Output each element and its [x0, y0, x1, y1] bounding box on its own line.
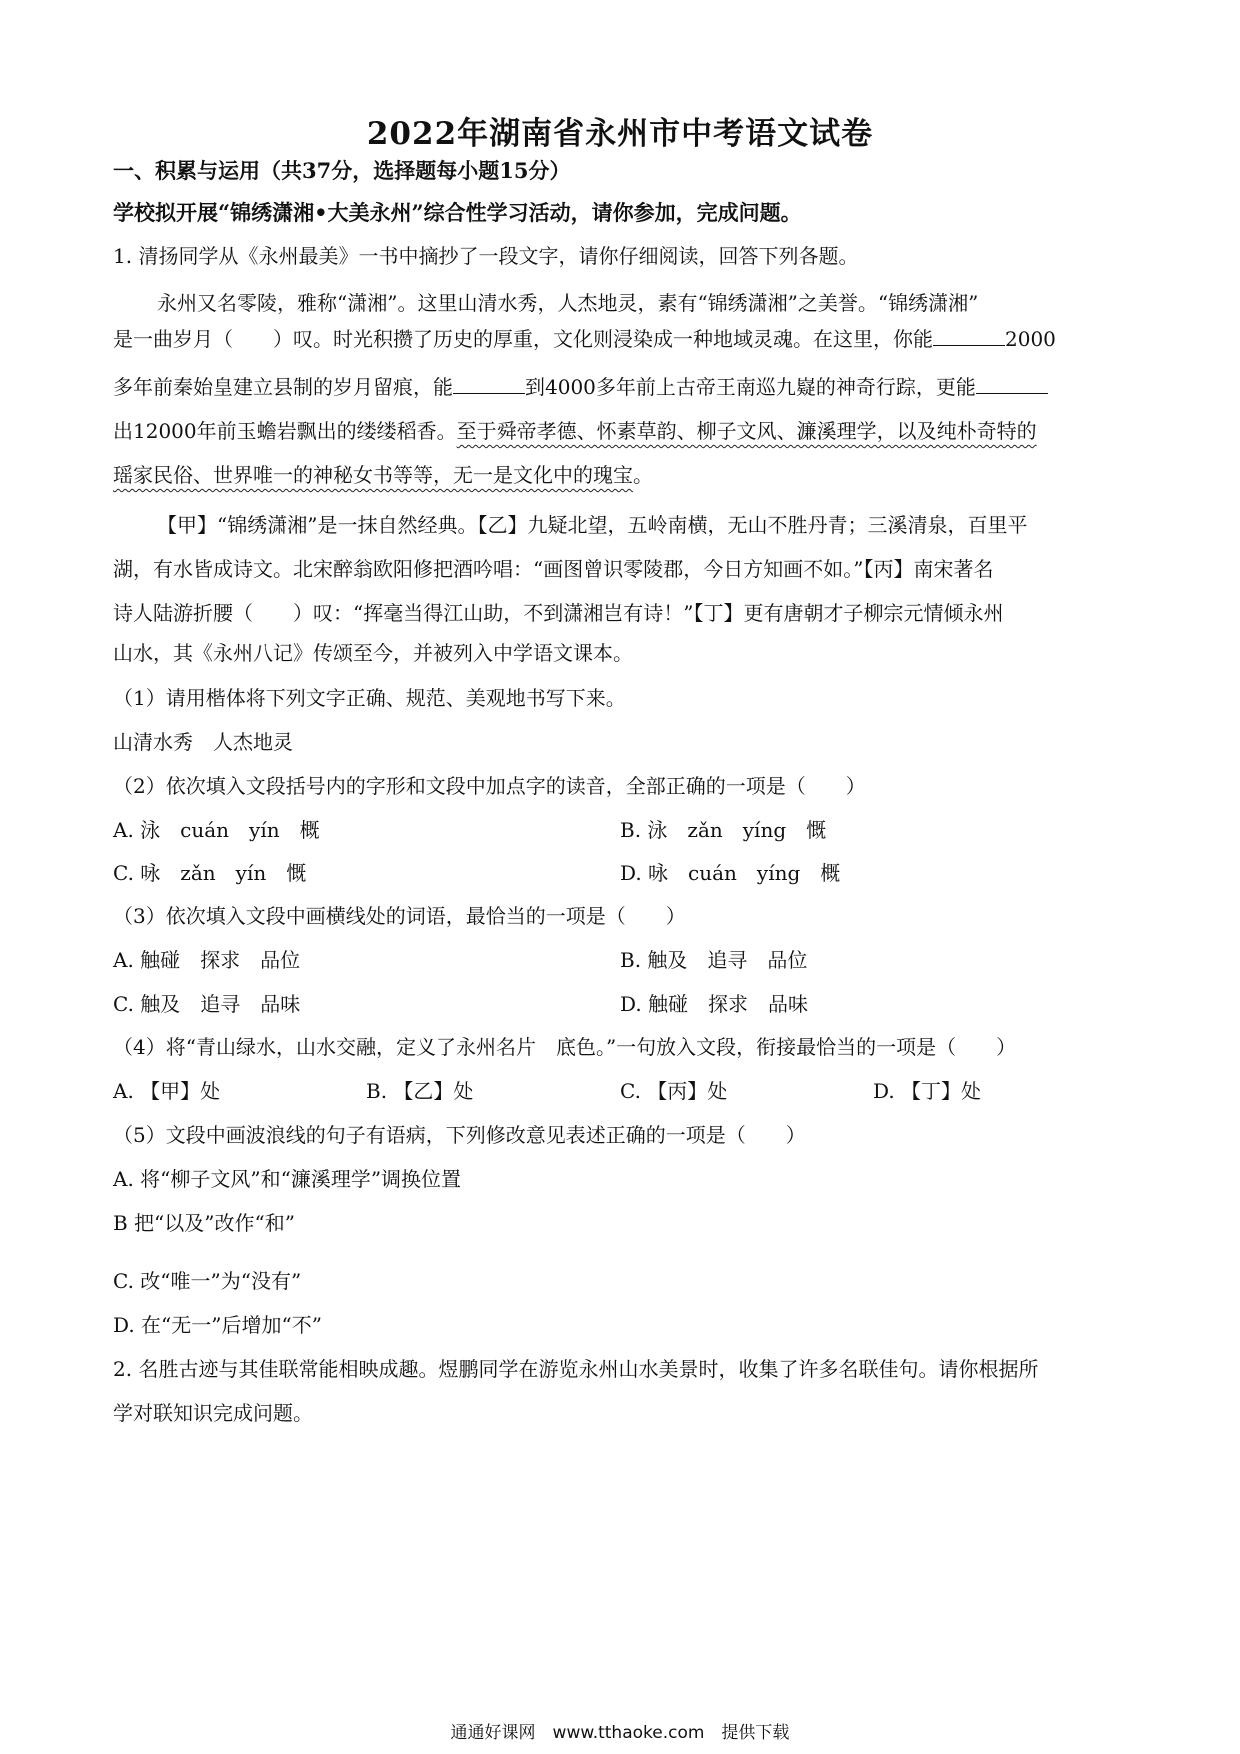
option-3c: C. 触及 追寻 品味 — [113, 992, 301, 1016]
sub-question-1: （1）请用楷体将下列文字正确、规范、美观地书写下来。 — [113, 686, 626, 710]
option-4a: A. 【甲】处 — [113, 1079, 221, 1103]
option-3a: A. 触碰 探求 品位 — [113, 948, 301, 972]
passage-line-2-tail: 2000 — [1005, 327, 1056, 351]
option-5d: D. 在“无一”后增加“不” — [113, 1313, 322, 1337]
passage-line-3 — [113, 373, 1048, 400]
passage-line-5 — [113, 462, 653, 488]
section-heading: 一、积累与运用（共37分，选择题每小题15分） — [113, 158, 571, 183]
option-4c: C. 【丙】处 — [620, 1079, 728, 1103]
option-4b: B. 【乙】处 — [366, 1079, 474, 1103]
option-2d: D. 咏 cuán yíng 概 — [620, 861, 841, 885]
copy-text: 山清水秀 人杰地灵 — [113, 730, 293, 754]
option-2c: C. 咏 zǎn yín 慨 — [113, 861, 307, 885]
fill-blank-2 — [453, 373, 525, 394]
sub-question-2: （2）依次填入文段括号内的字形和文段中加点字的读音，全部正确的一项是（ ） — [113, 774, 866, 798]
option-2a: A. 泳 cuán yín 概 — [113, 818, 320, 842]
question-2-line-2: 学对联知识完成问题。 — [113, 1401, 313, 1425]
option-5c: C. 改“唯一”为“没有” — [113, 1269, 302, 1293]
fill-blank-1 — [933, 325, 1005, 346]
option-5b: B 把“以及”改作“和” — [113, 1211, 295, 1235]
fill-blank-3 — [976, 373, 1048, 394]
option-5a: A. 将“柳子文风”和“濂溪理学”调换位置 — [113, 1167, 462, 1191]
option-4d: D. 【丁】处 — [873, 1079, 982, 1103]
question-1-stem: 1. 清扬同学从《永州最美》一书中摘抄了一段文字，请你仔细阅读，回答下列各题。 — [113, 244, 859, 268]
page-title: 2022年湖南省永州市中考语文试卷 — [366, 116, 874, 152]
question-2-line-1: 2. 名胜古迹与其佳联常能相映成趣。煜鹏同学在游览永州山水美景时，收集了许多名联佳句。请你根据所 — [113, 1357, 1039, 1381]
passage-line-3-tail: 到4000多年前上古帝王南巡九嶷的神奇行踪，更能 — [525, 375, 976, 399]
sub-question-4: （4）将“青山绿水，山水交融，定义了永州名片 底色。”一句放入文段，衔接最恰当的一项是（ ） — [113, 1035, 1017, 1059]
passage-line-9: 山水，其《永州八记》传颂至今，并被列入中学语文课本。 — [113, 641, 633, 665]
passage-line-4 — [113, 418, 1037, 444]
option-3d: D. 触碰 探求 品味 — [620, 992, 809, 1016]
passage-line-4-text: 出12000年前玉蟾岩飘出的缕缕稻香。 — [113, 419, 457, 443]
task-intro: 学校拟开展“锦绣潇湘•大美永州”综合性学习活动，请你参加，完成问题。 — [113, 200, 802, 225]
wavy-underline-sentence-end: 瑶家民俗、世界唯一的神秘女书等等，无一是文化中的瑰宝 — [113, 463, 633, 487]
option-2b: B. 泳 zǎn yíng 慨 — [620, 818, 827, 842]
option-3b: B. 触及 追寻 品位 — [620, 948, 808, 972]
passage-line-5-tail: 。 — [633, 463, 653, 487]
passage-line-7: 湖，有水皆成诗文。北宋醉翁欧阳修把酒吟唱：“画图曾识零陵郡，今日方知画不如。”【丙】南宋著名 — [113, 557, 994, 581]
passage-line-6: 【甲】“锦绣潇湘”是一抹自然经典。【乙】九疑北望，五岭南横，无山不胜丹青；三溪清泉，百里平 — [157, 513, 1028, 537]
passage-line-2 — [113, 325, 1056, 352]
passage-line-1: 永州又名零陵，雅称“潇湘”。这里山清水秀，人杰地灵，素有“锦绣潇湘”之美誉。“锦绣潇湘” — [157, 291, 979, 315]
passage-line-8: 诗人陆游折腰（ ）叹：“挥毫当得江山助，不到潇湘岂有诗！”【丁】更有唐朝才子柳宗元情倾永州 — [113, 601, 1004, 625]
wavy-underline-sentence: 至于舜帝孝德、怀素草韵、柳子文风、濂溪理学，以及纯朴奇特的 — [456, 419, 1037, 443]
sub-question-3: （3）依次填入文段中画横线处的词语，最恰当的一项是（ ） — [113, 904, 686, 928]
passage-line-2-text: 是一曲岁月（ ）叹。时光积攒了历史的厚重，文化则浸染成一种地域灵魂。在这里，你能 — [113, 327, 933, 351]
passage-line-3-text: 多年前秦始皇建立县制的岁月留痕，能 — [113, 375, 453, 399]
page-footer: 通通好课网 www.tthaoke.com 提供下载 — [450, 1723, 790, 1743]
sub-question-5: （5）文段中画波浪线的句子有语病，下列修改意见表述正确的一项是（ ） — [113, 1123, 806, 1147]
